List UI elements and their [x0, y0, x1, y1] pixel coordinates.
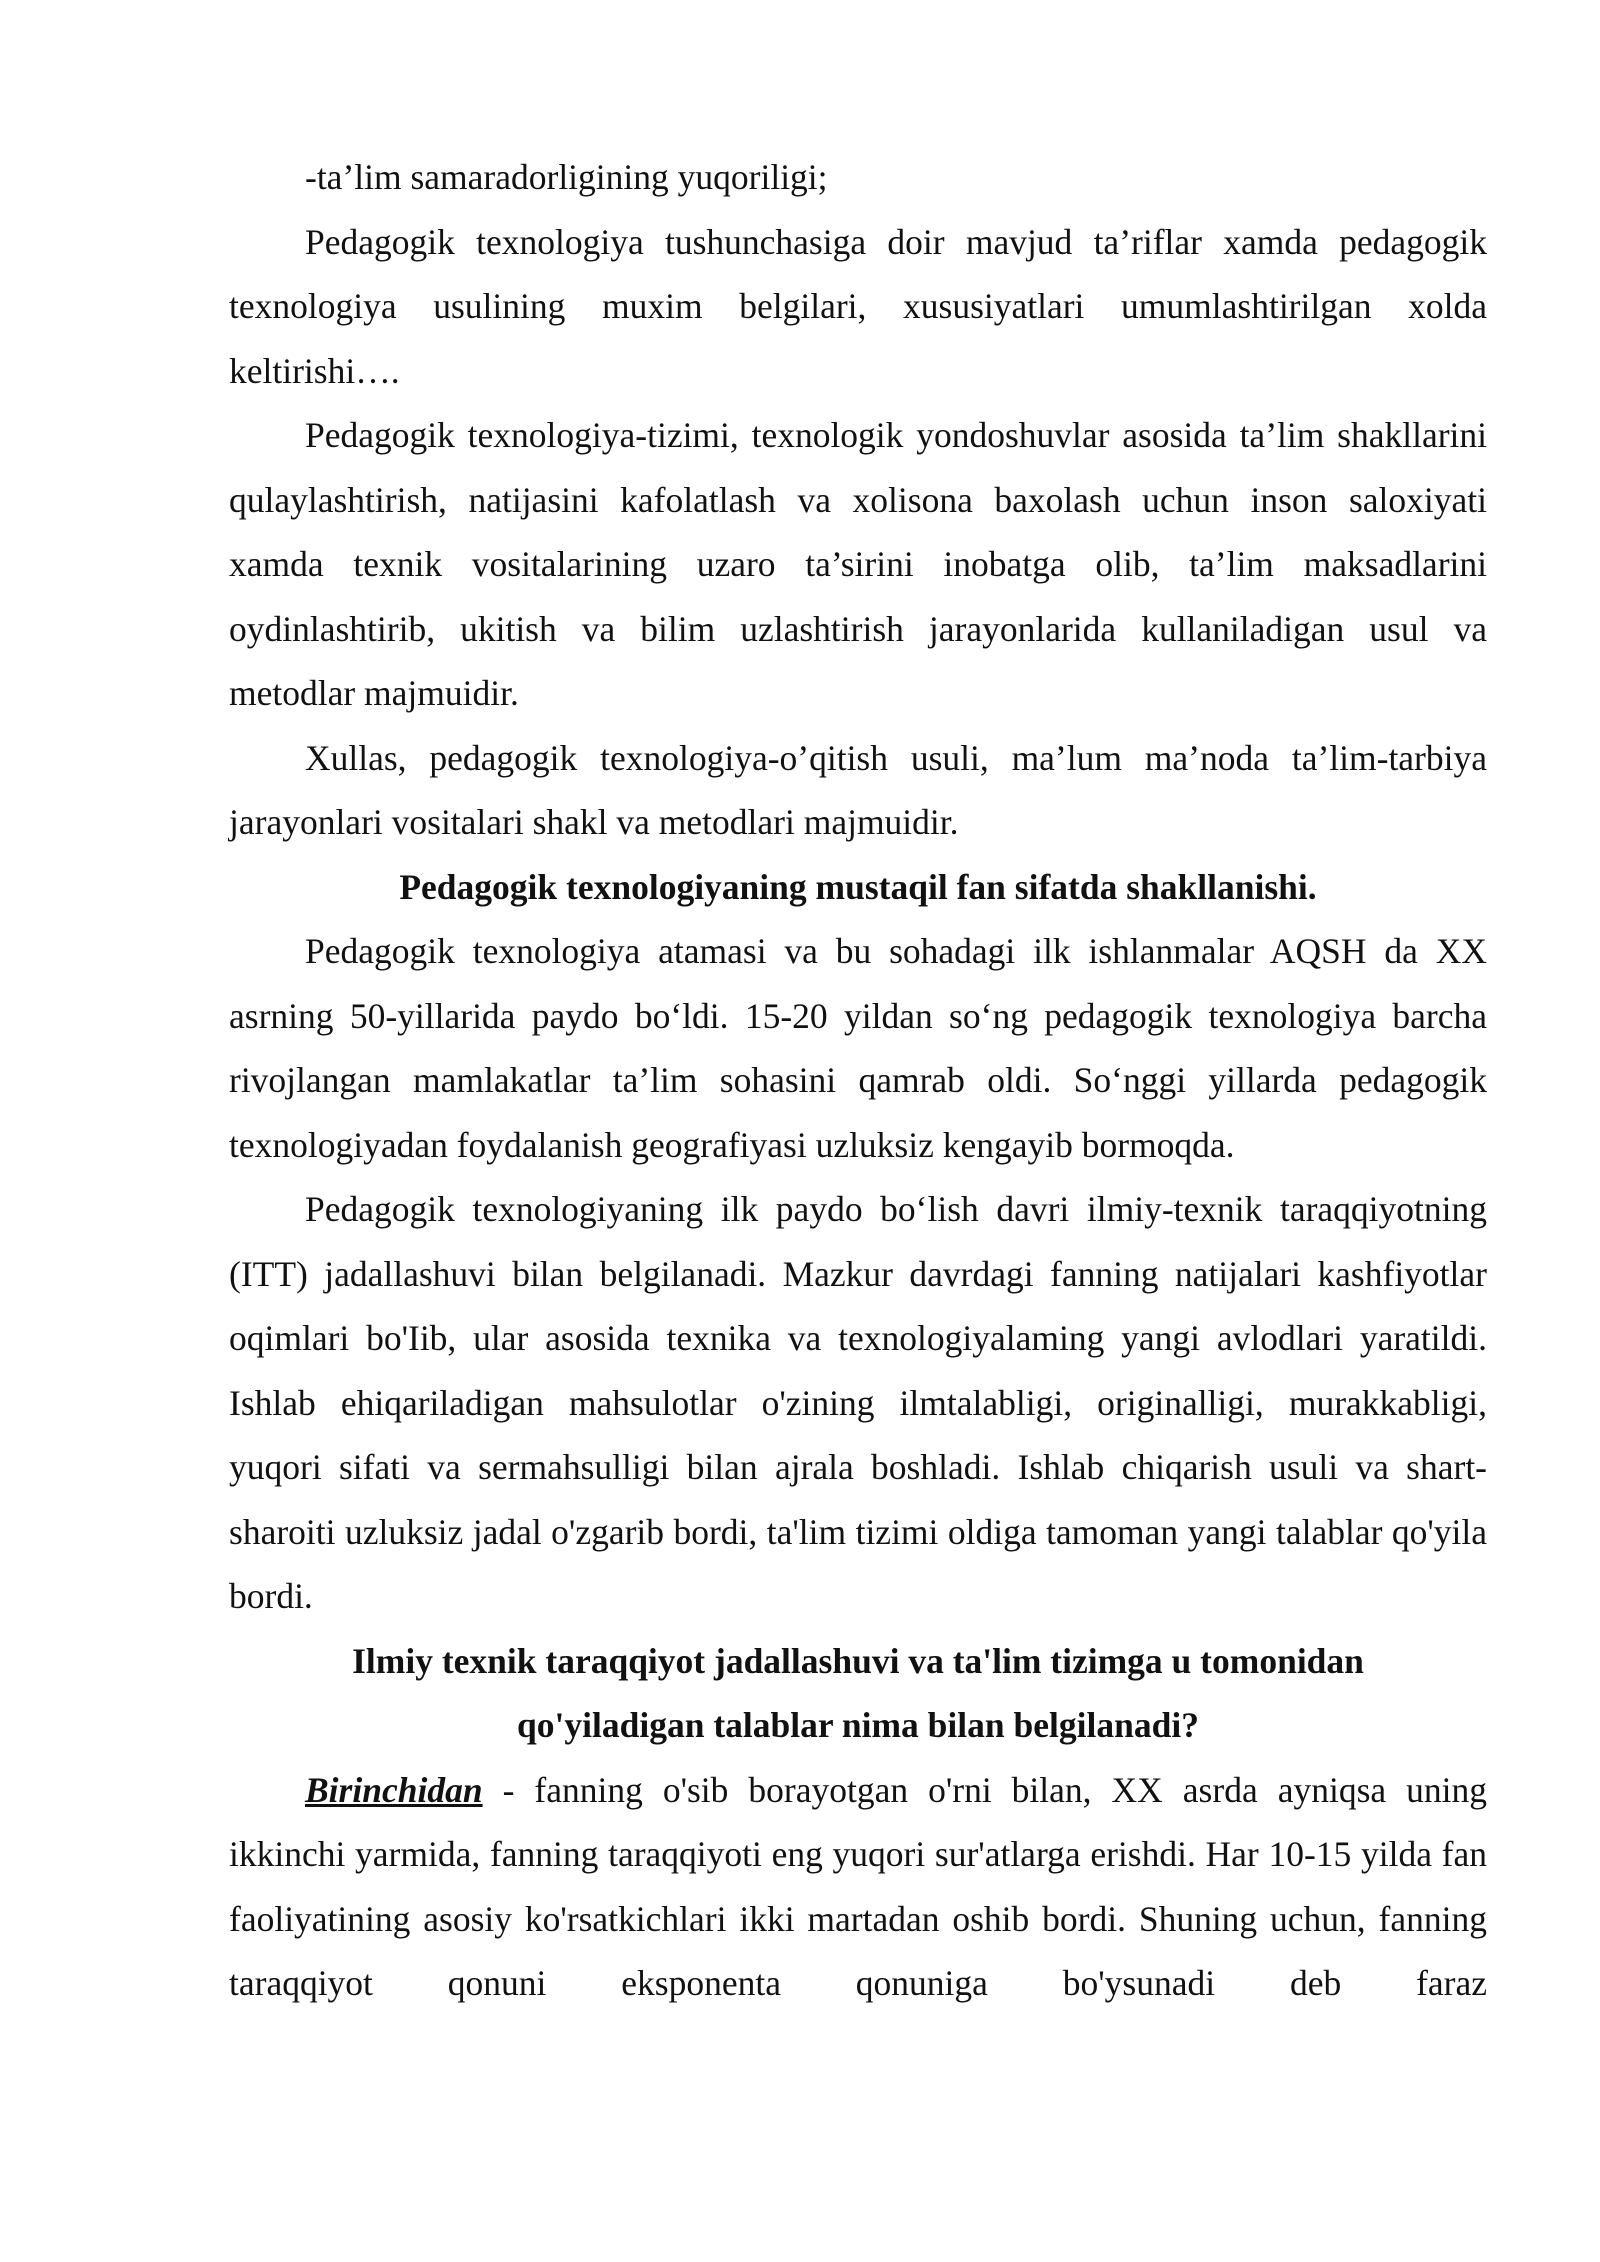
paragraph-text: - fanning o'sib borayotgan o'rni bilan, XX asrda ayniqsa uning ikkinchi yarmida, fanning taraqqiyoti eng yuqori sur'atlarga erishdi. Har 10-15 yilda fan faoliyatining asosiy ko'rsatkichlari ikki martadan oshib bordi. Shuning uchun, fanning taraqqiyot qonuni eksponenta qonuniga bo'ysunadi deb faraz	[229, 1769, 1487, 2003]
document-page	[229, 145, 1487, 2016]
section-heading	[229, 1629, 1487, 1758]
section-heading-line: qo'yiladigan talablar nima bilan belgilanadi?	[517, 1705, 1199, 1745]
lead-term: Birinchidan	[305, 1769, 483, 1810]
paragraph: Pedagogik texnologiya tushunchasiga doir mavjud ta’riflar xamda pedagogik texnologiya usulining muxim belgilari, xususiyatlari umumlashtirilgan xolda keltirishi….	[229, 221, 1487, 391]
paragraph: -ta’lim samaradorligining yuqoriligi;	[305, 157, 828, 197]
paragraph: Pedagogik texnologiyaning ilk paydo bo‘lish davri ilmiy-texnik taraqqiyotning (ITT) jadallashuvi bilan belgilanadi. Mazkur davrdagi fanning natijalari kashfiyotlar oqimlari bo'Iib, ular asosida texnika va texnologiyalaming yangi avlodlari yaratildi. Ishlab ehiqariladigan mahsulotlar o'zining ilmtalabligi, originalligi, murakkabligi, yuqori sifati va sermahsulligi bilan ajrala boshladi. Ishlab chiqarish usuli va shart-sharoiti uzluksiz jadal o'zgarib bordi, ta'lim tizimi oldiga tamoman yangi talablar qo'yila bordi.	[229, 1189, 1487, 1616]
section-heading: Pedagogik texnologiyaning mustaqil fan sifatda shakllanishi.	[399, 866, 1317, 907]
paragraph	[229, 1758, 1487, 2016]
paragraph: Pedagogik texnologiya-tizimi, texnologik yondoshuvlar asosida ta’lim shakllarini qulaylashtirish, natijasini kafolatlash va xolisona baxolash uchun inson saloxiyati xamda texnik vositalarining uzaro ta’sirini inobatga olib, ta’lim maksadlarini oydinlashtirib, ukitish va bilim uzlashtirish jarayonlarida kullaniladigan usul va metodlar majmuidir.	[229, 415, 1487, 713]
paragraph: Pedagogik texnologiya atamasi va bu sohadagi ilk ishlanmalar AQSH da XX asrning 50-yillarida paydo bo‘ldi. 15-20 yildan so‘ng pedagogik texnologiya barcha rivojlangan mamlakatlar ta’lim sohasini qamrab oldi. So‘nggi yillarda pedagogik texnologiyadan foydalanish geografiyasi uzluksiz kengayib bormoqda.	[229, 931, 1487, 1165]
paragraph: Xullas, pedagogik texnologiya-o’qitish usuli, ma’lum ma’noda ta’lim-tarbiya jarayonlari vositalari shakl va metodlari majmuidir.	[229, 737, 1487, 842]
section-heading-line: Ilmiy texnik taraqqiyot jadallashuvi va ta'lim tizimga u tomonidan	[352, 1640, 1364, 1681]
